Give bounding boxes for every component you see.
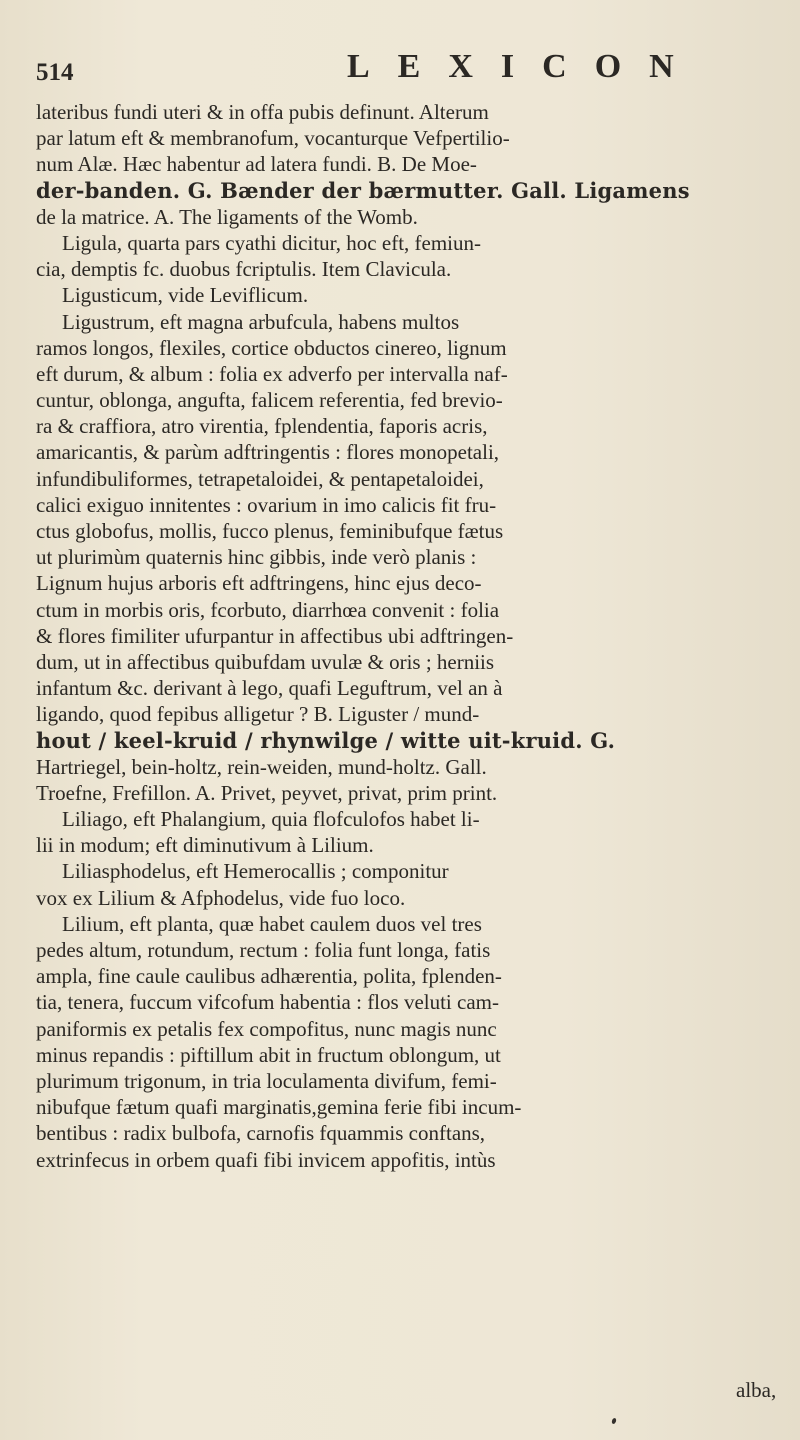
ink-speck <box>611 1417 617 1424</box>
text-line: dum, ut in affectibus quibufdam uvulæ & oris ; herniis <box>36 649 495 674</box>
text-line: ut plurimùm quaternis hinc gibbis, inde verò planis : <box>36 545 477 570</box>
text-line: ramos longos, flexiles, cortice obductos cinereo, lignum <box>36 335 507 360</box>
running-title: LEXICON <box>347 48 702 85</box>
text-line: cuntur, oblonga, angufta, falicem referentia, fed brevio- <box>36 388 503 413</box>
entry-liliago-line: Liliago, eft Phalangium, quia flofculofos habet li- <box>62 807 480 832</box>
page-header <box>36 50 776 94</box>
text-line: de la matrice. A. The ligaments of the Womb. <box>36 204 418 229</box>
text-line: lateribus fundi uteri & in offa pubis definunt. Alterum <box>36 100 489 124</box>
text-line: ctus globofus, mollis, fucco plenus, feminibufque fætus <box>36 519 504 543</box>
text-line: amaricantis, & parùm adftringentis : flores monopetali, <box>36 440 500 465</box>
entry-ligula-line: Ligula, quarta pars cyathi dicitur, hoc eft, femiun- <box>62 230 482 255</box>
entry-ligusticum-line: Ligusticum, vide Leviflicum. <box>62 283 309 308</box>
text-line: ctum in morbis oris, fcorbuto, diarrhœa convenit : folia <box>36 597 500 622</box>
text-line: extrinfecus in orbem quafi fibi invicem appofitis, intùs <box>36 1147 496 1172</box>
text-line: ampla, fine caule caulibus adhærentia, polita, fplenden- <box>36 964 502 989</box>
catchword: alba, <box>736 1378 777 1402</box>
text-line: minus repandis : piftillum abit in fructum oblongum, ut <box>36 1042 501 1067</box>
text-line: ra & craffiora, atro virentia, fplendentia, faporis acris, <box>36 414 488 439</box>
text-line: eft durum, & album : folia ex adverfo per intervalla naf- <box>36 361 508 386</box>
text-line: bentibus : radix bulbofa, carnofis fquammis conftans, <box>36 1121 486 1146</box>
text-line: plurimum trigonum, in tria loculamenta divifum, femi- <box>36 1068 497 1093</box>
page-number: 514 <box>36 59 74 86</box>
text-line: Lignum hujus arboris eft adftringens, hinc ejus deco- <box>36 571 482 596</box>
text-line: & flores fimiliter ufurpantur in affectibus ubi adftringen- <box>36 623 514 648</box>
entry-liliasphodelus-line: Liliasphodelus, eft Hemerocallis ; componitur <box>62 859 449 884</box>
text-line: Hartriegel, bein-holtz, rein-weiden, mund-holtz. Gall. <box>36 754 487 779</box>
text-line: tia, tenera, fuccum vifcofum habentia : flos veluti cam- <box>36 990 499 1015</box>
text-line: vox ex Lilium & Afphodelus, vide fuo loco. <box>36 885 406 910</box>
text-line: par latum eft & membranofum, vocanturque Vefpertilio- <box>36 126 510 151</box>
text-line: paniformis ex petalis fex compofitus, nunc magis nunc <box>36 1016 497 1041</box>
text-line: num Alæ. Hæc habentur ad latera fundi. B. De Moe- <box>36 152 477 177</box>
dictionary-text <box>36 99 771 1173</box>
text-line: hout / keel-kruid / rhynwilge / witte uit-kruid. G. <box>36 727 616 753</box>
entry-lilium-line: Lilium, eft planta, quæ habet caulem duos vel tres <box>62 911 482 936</box>
text-line: ligando, quod fepibus alligetur ? B. Liguster / mund- <box>36 702 480 727</box>
text-line: Troefne, Frefillon. A. Privet, peyvet, privat, prim print. <box>36 780 498 805</box>
text-line: der-banden. G. Bænder der bærmutter. Gall. Ligamens <box>36 177 690 203</box>
entry-ligustrum-line: Ligustrum, eft magna arbufcula, habens multos <box>62 309 460 334</box>
text-line: calici exiguo innitentes : ovarium in imo calicis fit fru- <box>36 492 497 517</box>
text-line: nibufque fætum quafi marginatis,gemina ferie fibi incum- <box>36 1095 522 1120</box>
text-line: lii in modum; eft diminutivum à Lilium. <box>36 833 374 858</box>
text-line: infundibuliformes, tetrapetaloidei, & pentapetaloidei, <box>36 466 484 491</box>
text-line: cia, demptis fc. duobus fcriptulis. Item Clavicula. <box>36 257 452 282</box>
text-line: infantum &c. derivant à lego, quafi Leguftrum, vel an à <box>36 676 503 701</box>
text-line: pedes altum, rotundum, rectum : folia funt longa, fatis <box>36 938 491 962</box>
